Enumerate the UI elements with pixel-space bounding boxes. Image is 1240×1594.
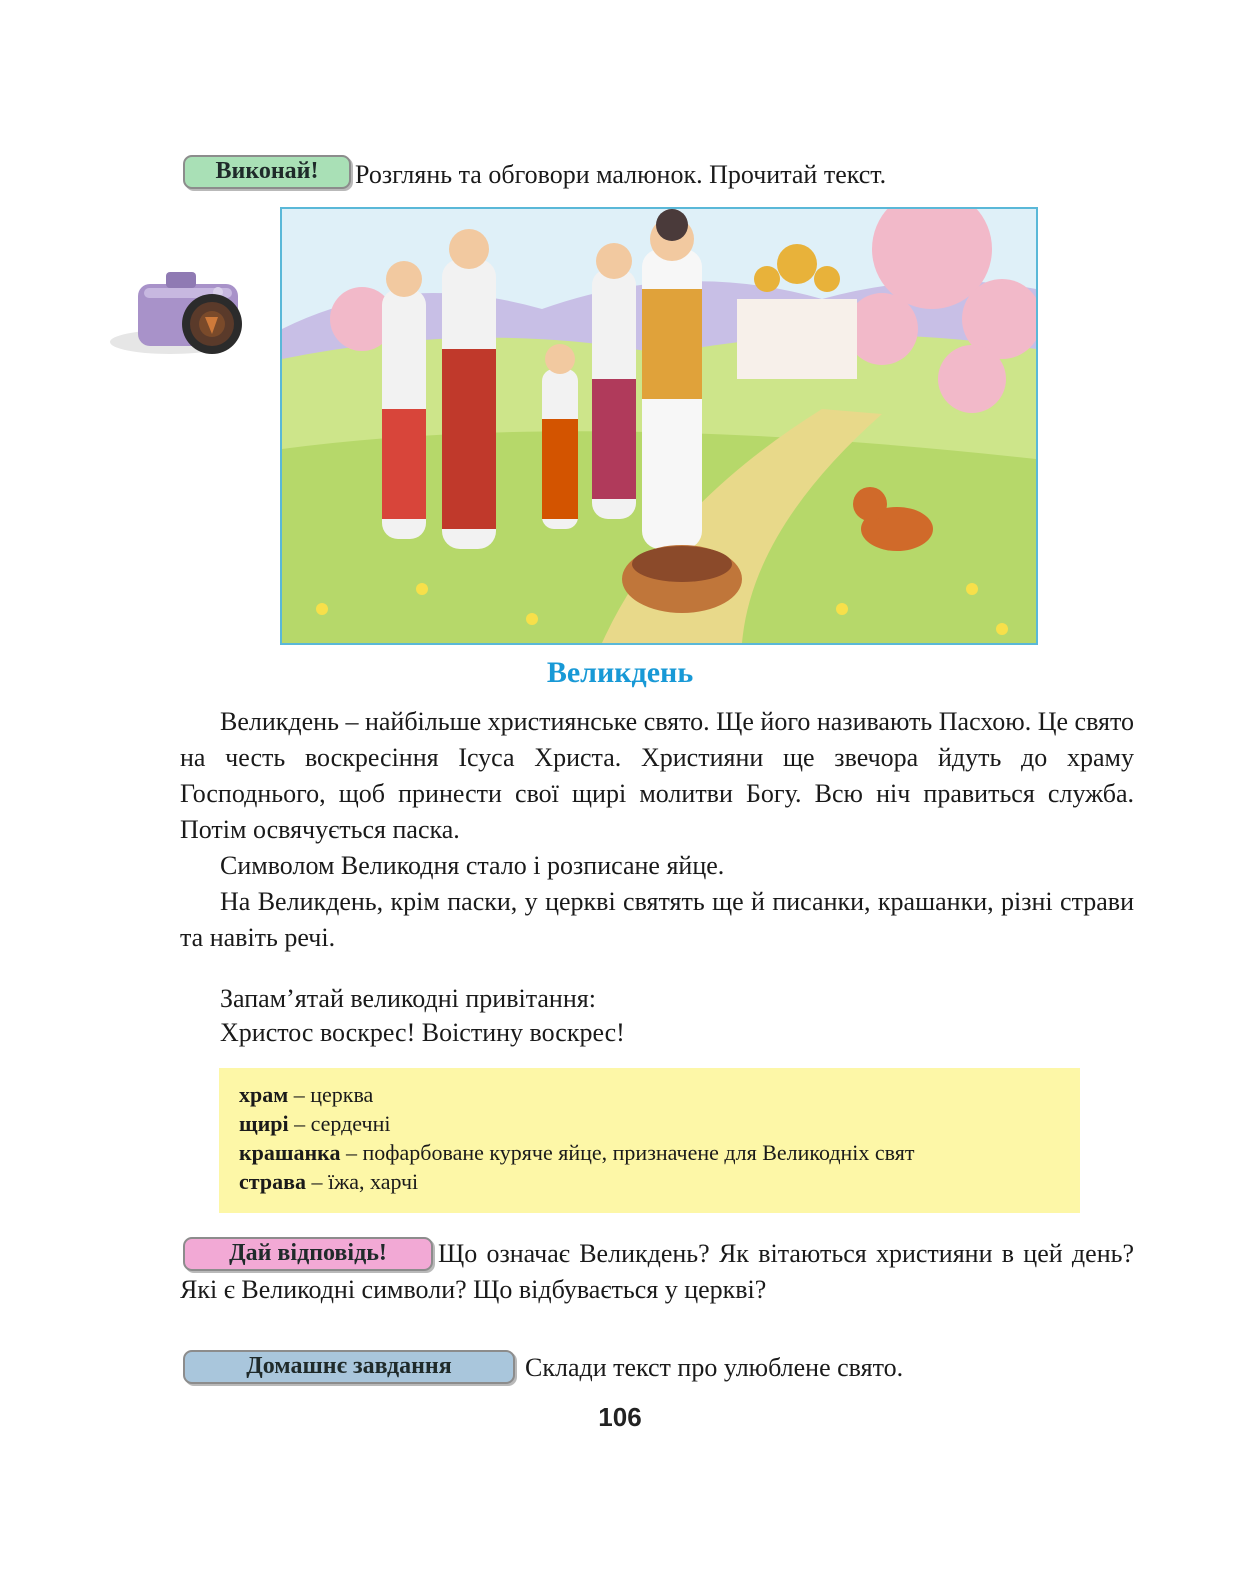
article-paragraph: Великдень – найбільше християнське свято. Ще його називають Пасхою. Це свято на честь воскресіння Ісуса Христа. Християни ще звечора йдуть до храму Господнього, щоб принести свої щирі молитви Богу. Всю ніч правиться служба. Потім освячується паска. (180, 707, 1134, 844)
glossary-definition: – сердечні (288, 1111, 391, 1136)
glossary-entry (239, 1167, 1060, 1196)
article-paragraph: На Великдень, крім паски, у церкві святять ще й писанки, крашанки, різні страви та навіть речі. (180, 887, 1134, 952)
glossary-box (219, 1068, 1080, 1213)
article-body (180, 704, 1134, 956)
do-task-instruction: Розглянь та обговори малюнок. Прочитай текст. (355, 160, 887, 189)
glossary-definition: – пофарбоване куряче яйце, призначене для Великодніх свят (340, 1140, 915, 1165)
glossary-definition: – церква (288, 1082, 374, 1107)
glossary-entry (239, 1109, 1060, 1138)
do-task-label: Виконай! (183, 155, 351, 189)
easter-illustration (280, 207, 1038, 645)
glossary-entry (239, 1080, 1060, 1109)
glossary-term: страва (239, 1169, 306, 1194)
glossary-term: крашанка (239, 1140, 341, 1165)
memo-block (220, 982, 625, 1050)
homework-instruction: Склади текст про улюблене свято. (525, 1353, 904, 1382)
memo-intro: Запам’ятай великодні привітання: (220, 984, 596, 1013)
article-paragraph: Символом Великодня стало і розписане яйце. (220, 851, 725, 880)
glossary-definition: – їжа, харчі (305, 1169, 419, 1194)
article-title: Великдень (546, 656, 694, 689)
memo-greeting: Христос воскрес! Воістину воскрес! (220, 1018, 625, 1047)
page-number: 106 (598, 1402, 642, 1432)
answer-task-label: Дай відповідь! (183, 1237, 433, 1271)
camera-icon (108, 262, 254, 360)
homework-label: Домашнє завдання (183, 1350, 515, 1384)
glossary-term: щирі (239, 1111, 289, 1136)
answer-task-instruction (180, 1236, 1134, 1308)
glossary-entry (239, 1138, 1060, 1167)
answer-task-text: Що означає Великдень? Як вітаються християни в цей день? Які є Великодні символи? Що відбувається у церкві? (180, 1239, 1134, 1304)
glossary-term: храм (239, 1082, 289, 1107)
